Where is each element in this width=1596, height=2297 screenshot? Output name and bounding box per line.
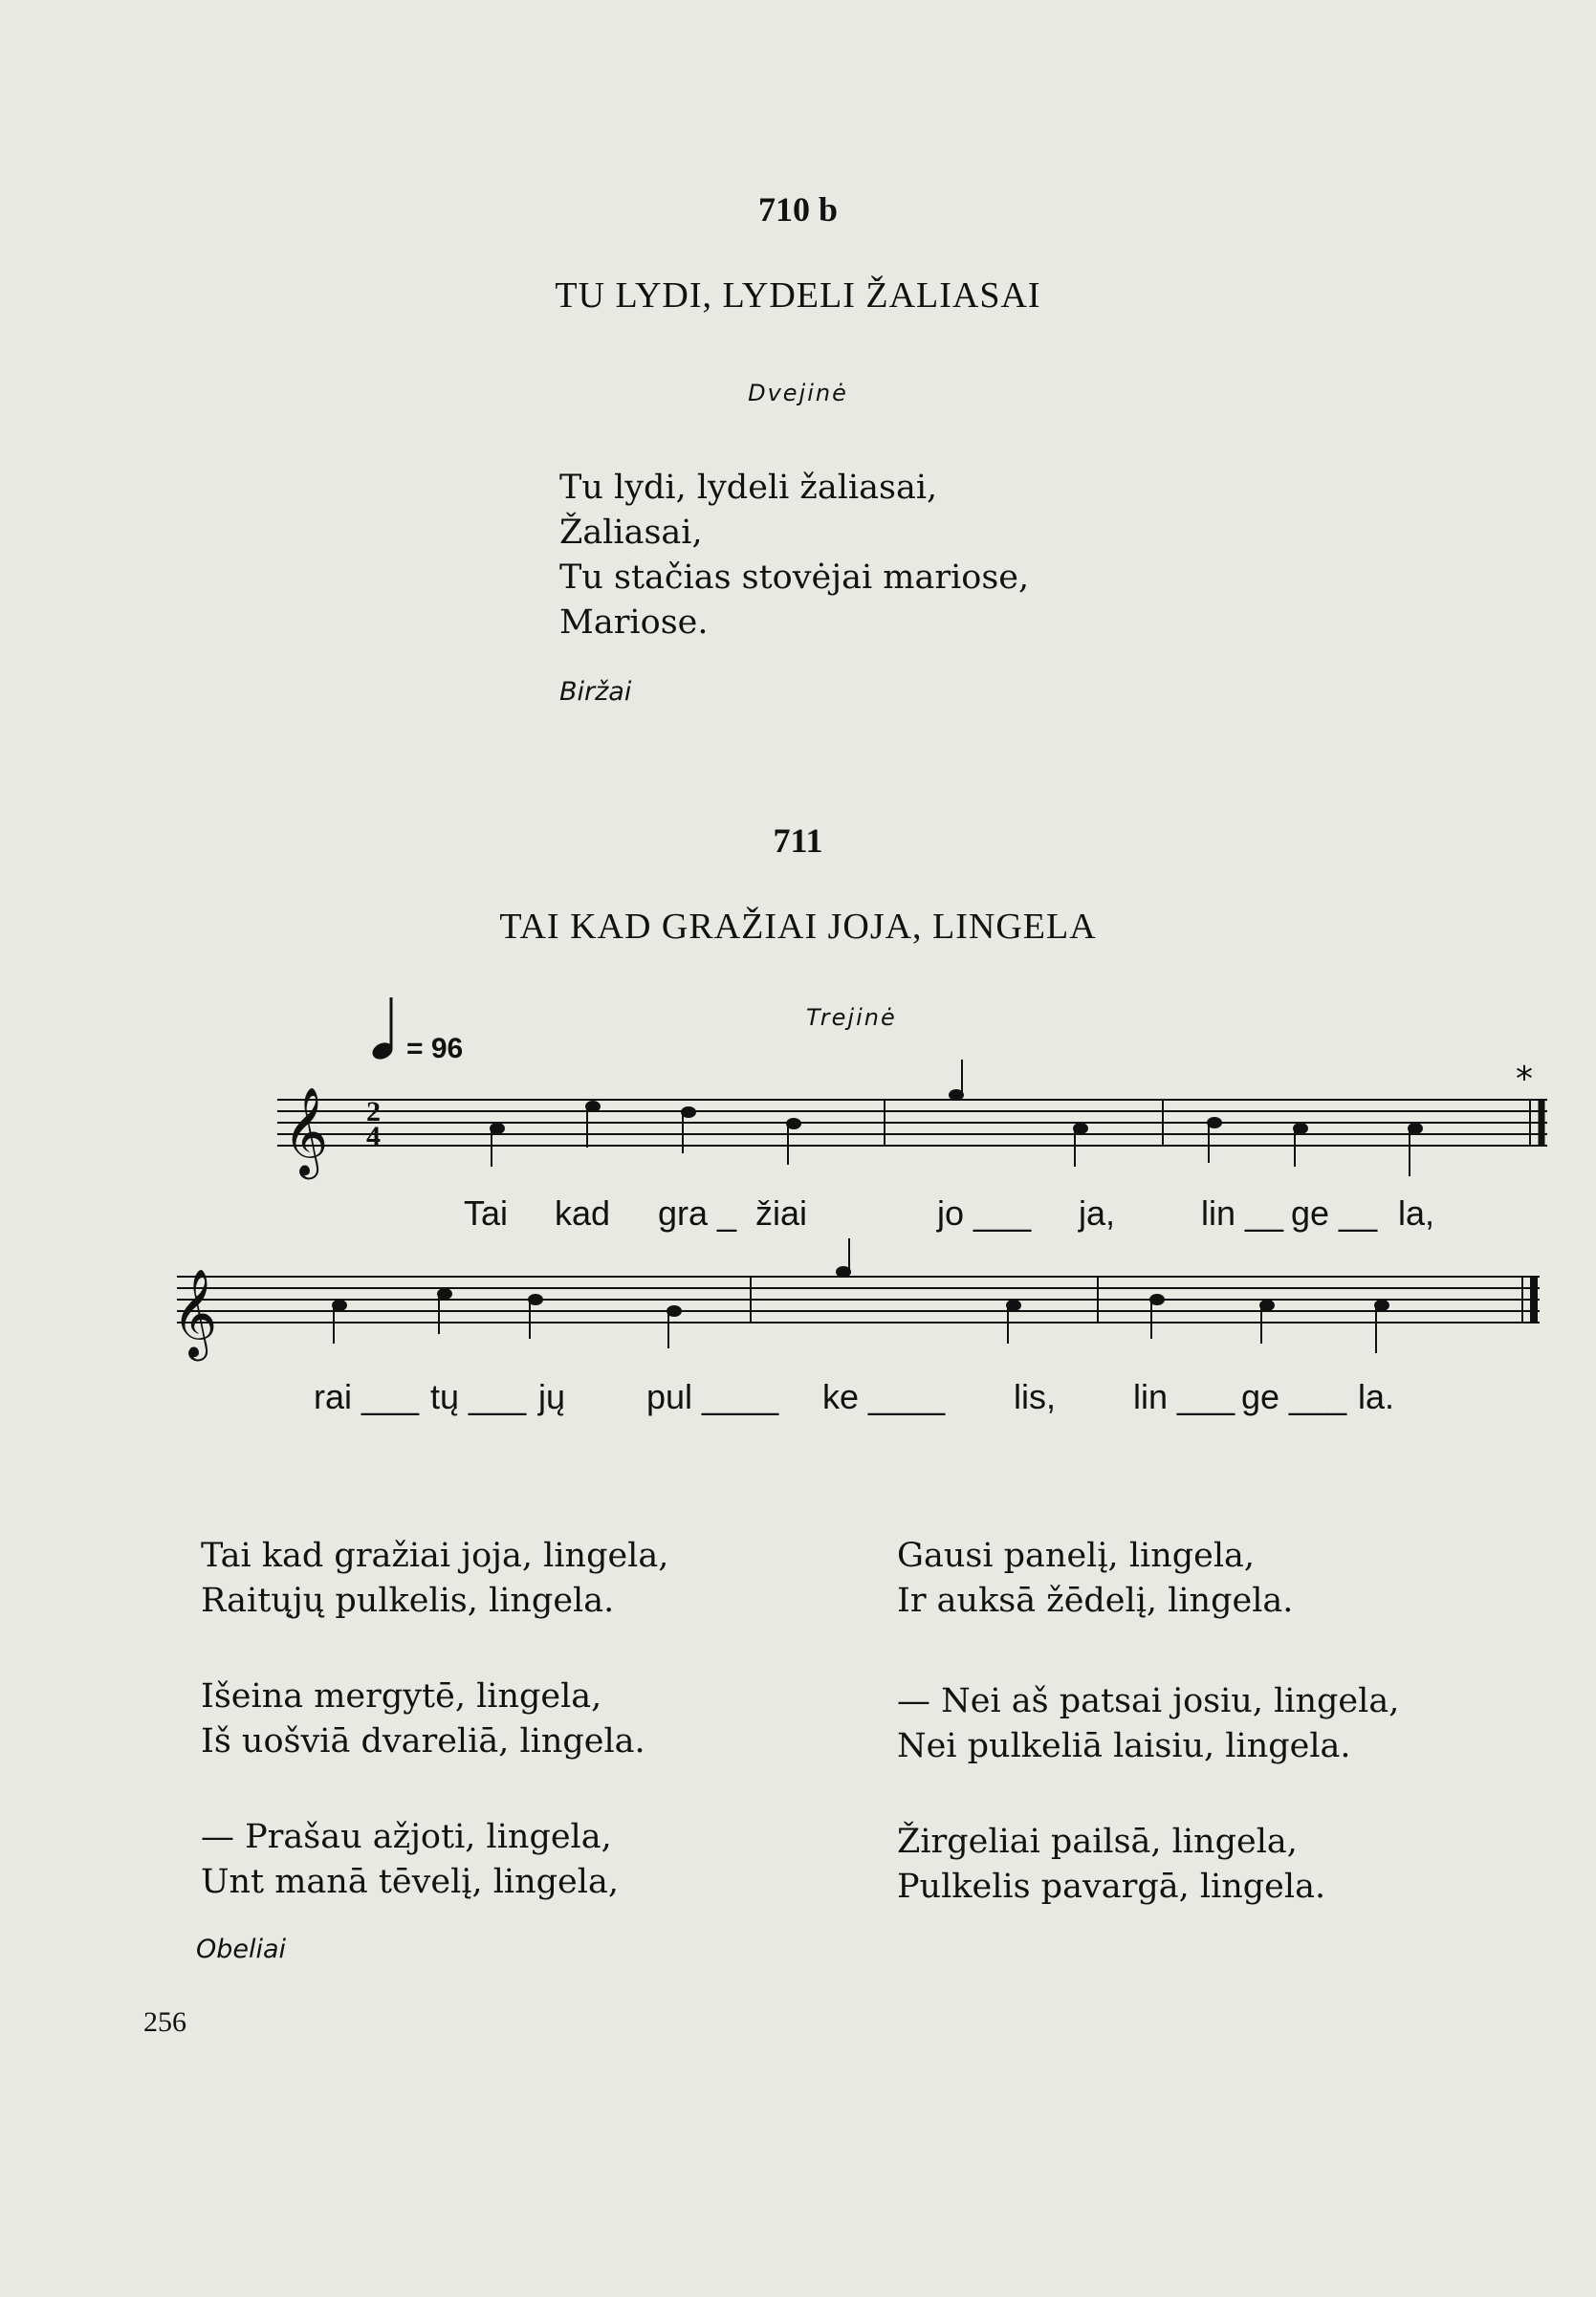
song-710b-subtitle: Dvejinė [748, 380, 848, 406]
stanza [897, 1820, 1325, 1910]
tempo-marking: = 96 [406, 1033, 464, 1064]
lyric-syllable: ke ____ [822, 1377, 946, 1416]
music-staff-2 [0, 1234, 1596, 1377]
note [529, 1295, 542, 1304]
song-711-title: TAI KAD GRAŽIAI JOJA, LINGELA [499, 907, 1097, 947]
song-711-subtitle: Trejinė [806, 1004, 897, 1031]
lyric-syllable: žiai [755, 1193, 808, 1233]
verse-line: Žirgeliai pailsā, lingela, [897, 1823, 1298, 1861]
note [491, 1124, 504, 1133]
verse-line: Iš uošviā dvareliā, lingela. [201, 1722, 645, 1761]
song-710b-verse [559, 466, 1029, 645]
note [667, 1306, 681, 1316]
time-signature-bottom: 4 [366, 1121, 381, 1152]
stanza [897, 1679, 1399, 1769]
lyric-syllable: tų ___ [430, 1377, 527, 1416]
verse-line: Tu stačias stovėjai mariose, [559, 558, 1030, 597]
note [1409, 1124, 1422, 1133]
verse-line: Išeina mergytē, lingela, [201, 1677, 602, 1716]
note [1208, 1118, 1221, 1127]
verse-line: — Nei aš patsai josiu, lingela, [897, 1682, 1400, 1720]
verse-line: Raitųjų pulkelis, lingela. [201, 1582, 615, 1620]
note [787, 1119, 800, 1128]
verse-line: Mariose. [559, 603, 709, 642]
note [837, 1267, 850, 1277]
stanza [201, 1534, 668, 1624]
note [1294, 1124, 1307, 1133]
note [438, 1289, 451, 1299]
verse-line: Ir auksā žēdelį, lingela. [897, 1582, 1294, 1620]
lyric-syllable: ge ___ [1241, 1377, 1347, 1416]
stanza [201, 1815, 619, 1905]
note [1260, 1301, 1274, 1310]
note [950, 1090, 963, 1100]
note [1375, 1301, 1388, 1310]
treble-clef-icon: 𝄞 [283, 1086, 329, 1175]
lyric-syllable: ja, [1079, 1193, 1116, 1233]
time-signature-top: 2 [366, 1096, 381, 1127]
verse-line: Tai kad gražiai joja, lingela, [201, 1537, 669, 1575]
verse-line: Žaliasai, [559, 514, 703, 552]
lyric-syllable: la, [1398, 1193, 1435, 1233]
lyric-syllable: lis, [1014, 1377, 1056, 1416]
footnote-mark: * [1516, 1060, 1533, 1099]
note [682, 1107, 695, 1117]
note [1007, 1301, 1020, 1310]
song-710b-title: TU LYDI, LYDELI ŽALIASAI [555, 275, 1041, 316]
lyric-syllable: kad [555, 1193, 611, 1233]
verse-line: Pulkelis pavargā, lingela. [897, 1868, 1326, 1906]
lyric-syllable: lin __ [1201, 1193, 1284, 1233]
note [333, 1301, 346, 1310]
lyric-syllable: la. [1358, 1377, 1395, 1416]
lyric-syllable: gra _ [658, 1193, 737, 1233]
song-711-place: Obeliai [196, 1935, 287, 1964]
verse-line: — Prašau ažjoti, lingela, [201, 1818, 612, 1856]
lyric-syllable: Tai [464, 1193, 509, 1233]
lyric-syllable: lin ___ [1133, 1377, 1235, 1416]
song-711-number: 711 [773, 821, 823, 860]
verse-line: Gausi panelį, lingela, [897, 1537, 1256, 1575]
song-710b-number: 710 b [757, 190, 839, 229]
verse-line: Unt manā tēvelį, lingela, [201, 1863, 619, 1901]
song-710b-place: Biržai [559, 677, 632, 707]
note [1074, 1124, 1087, 1133]
stanza [897, 1534, 1293, 1624]
lyric-syllable: jų [538, 1377, 566, 1416]
treble-clef-icon: 𝄞 [172, 1268, 218, 1357]
note [1150, 1295, 1164, 1304]
verse-line: Nei pulkeliā laisiu, lingela. [897, 1727, 1351, 1765]
music-staff-1 [0, 1052, 1596, 1186]
lyric-syllable: jo ___ [937, 1193, 1032, 1233]
page-number: 256 [143, 2006, 186, 2038]
lyric-syllable: pul ____ [646, 1377, 779, 1416]
verse-line: Tu lydi, lydeli žaliasai, [559, 469, 938, 507]
stanza [201, 1674, 645, 1764]
lyric-syllable: rai ___ [314, 1377, 420, 1416]
lyric-syllable: ge __ [1291, 1193, 1378, 1233]
note [586, 1102, 600, 1111]
